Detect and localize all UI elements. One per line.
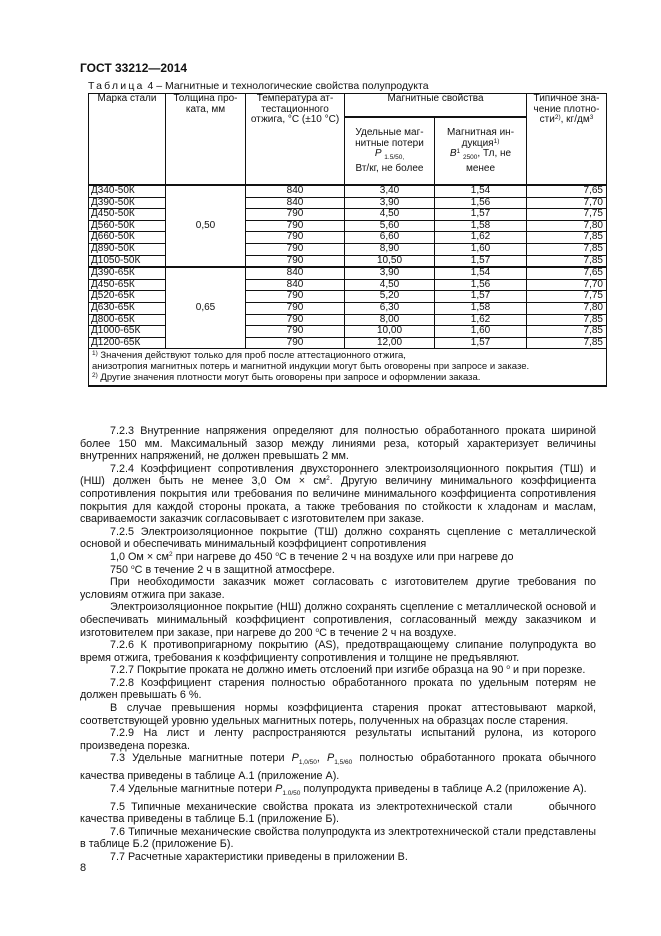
header-specific-losses: Удельные маг-нитные потери P $_{1.5/50,}$ Вт/кг, не более <box>345 117 435 185</box>
header-density: Типичное зна-чение плотно-сти$^{2)}$, $кг/дм^3$ <box>527 94 607 186</box>
table-row: Д390-50К 840 3,90 1,56 7,70 <box>89 197 607 209</box>
table-row: Д1000-65К 790 10,00 1,60 7,85 <box>89 326 607 338</box>
thickness-cell: 0,50 <box>166 185 246 267</box>
table-caption-label: Таблица <box>88 80 145 92</box>
page-number: 8 <box>80 862 87 874</box>
paragraph-aging: В случае превышения нормы коэффициента старения прокат аттестовывают маркой, соответствующей уровню удельных магнитных потерь, полученных на образцах после старения. <box>80 702 596 727</box>
thickness-cell: 0,65 <box>166 267 246 349</box>
header-thickness: Толщина про-ката, мм <box>166 94 246 186</box>
table-row: Д800-65К 790 8,00 1,62 7,85 <box>89 314 607 326</box>
table-notes-row <box>89 349 607 387</box>
paragraph-7-2-5-line1: 1,0 Ом × $см^2$ при нагреве до 450 $^о$С в течение 2 ч на воздухе или при нагреве до <box>110 550 514 563</box>
paragraph-7-6: 7.6 Типичные механические свойства полупродукта из электротехнической стали представлены в таблице Б.2 (приложение Б). <box>80 825 596 851</box>
body-text <box>80 425 599 864</box>
paragraph-7-2-5: 7.2.5 Электроизоляционное покрытие (ТШ) должно сохранять сцепление с металлической основой и обеспечивать минимальный коэффициент сопротивления <box>80 525 596 551</box>
table-row: Д560-50К 790 5,60 1,58 7,80 <box>89 220 607 232</box>
paragraph-necessity: При необходимости заказчик может согласовать с изготовителем другие требования по условиям отжига при заказе. <box>80 576 596 601</box>
paragraph-7-2-4: 7.2.4 Коэффициент сопротивления двухстороннего электроизоляционного покрытия (ТШ) и (НШ) должен быть не менее 3,0 Ом × $см^2$. Другую величину минимального коэффициента сопротивления покрытия или требования по величине минимального коэффициента сопротивления покрытия для каждой стороны проката, а также требования по стойкости к хладонам и маслам, свариваемости заказчик согласовывает с изготовителем при заказе. <box>80 462 596 526</box>
paragraph-7-2-3: 7.2.3 Внутренние напряжения определяют для полностью обработанного проката шириной более 150 мм. Максимальный зазор между линиями реза, который характеризует величины внутренних напряжений, не должен превышать 2 мм. <box>80 425 596 463</box>
table-row: Д520-65К 790 5,20 1,57 7,75 <box>89 291 607 303</box>
table-row: Д1200-65К 790 12,00 1,57 7,85 <box>89 337 607 349</box>
header-temperature: Температура ат-тестационного отжига, °С (±10 °С) <box>246 94 345 186</box>
table-caption-text: 4 – Магнитные и технологические свойства полупродукта <box>144 80 429 92</box>
table-row: Д390-65К 0,65 840 3,90 1,54 7,65 <box>89 267 607 279</box>
paragraph-7-2-5-line2: 750 $^о$С в течение 2 ч в защитной атмосфере. <box>110 563 335 576</box>
paragraph-7-3: 7.3 Удельные магнитные потери $P_{1,0/50}$, $P_{1,5/60}$ полностью обработанного проката обычного качества приведены в таблице А.1 (приложение А). <box>80 752 596 783</box>
paragraph-7-2-7: 7.2.7 Покрытие проката не должно иметь отслоений при изгибе образца на 90 $^о$ и при порезке. <box>110 664 586 677</box>
table-row: Д450-50К 790 4,50 1,57 7,75 <box>89 209 607 221</box>
paragraph-nsh-coating: Электроизоляционное покрытие (НШ) должно сохранять сцепление с металлической основой и обеспечивать минимальный коэффициент сопротивления, согласованный между заказчиком и изготовителем при заказе, при нагреве до 200 $^о$С в течение 2 ч на воздухе. <box>80 601 596 639</box>
table-row: Д450-65К 840 4,50 1,56 7,70 <box>89 279 607 291</box>
paragraph-7-5: 7.5 Типичные механические свойства проката из электротехнической стали обычного качества приведены в таблице Б.1 (приложение Б). <box>80 800 599 826</box>
table-row: Д1050-50К 790 10,50 1,57 7,85 <box>89 255 607 267</box>
paragraph-7-2-8: 7.2.8 Коэффициент старения полностью обработанного проката по удельным потерям не должен превышать 6 %. <box>80 676 596 702</box>
table-row: Д890-50К 790 8,90 1,60 7,85 <box>89 243 607 255</box>
header-magnetic-properties: Магнитные свойства <box>345 94 527 118</box>
header-magnetic-induction: Магнитная ин-дукция$^{1)}$ $B^1$ $_{2500}$, Тл, не менее <box>435 117 527 185</box>
table-row: Д660-50К 790 6,60 1,62 7,85 <box>89 232 607 244</box>
paragraph-7-2-6: 7.2.6 К противопригарному покрытию (AS), предотвращающему слипание полупродукта во время отжига, требования к коэффициенту сопротивления и толщине не предъявляют. <box>80 639 596 664</box>
table-caption <box>88 80 429 92</box>
paragraph-7-4: 7.4 Удельные магнитные потери $P_{1.0/50}$ полупродукта приведены в таблице А.2 (приложение А). <box>110 782 587 797</box>
table-row: Д340-50К 0,50 840 3,40 1,54 7,65 <box>89 185 607 197</box>
document-title: ГОСТ 33212—2014 <box>80 61 188 75</box>
magnetic-properties-table <box>88 93 607 387</box>
header-grade: Марка стали <box>89 94 166 186</box>
paragraph-7-2-9: 7.2.9 На лист и ленту распространяются результаты испытаний рулона, из которого произведена порезка. <box>80 727 596 752</box>
paragraph-7-7: 7.7 Расчетные характеристики приведены в приложении В. <box>110 850 408 863</box>
table-row: Д630-65К 790 6,30 1,58 7,80 <box>89 302 607 314</box>
table-notes: $^{1)}$ Значения действуют только для проб после аттестационного отжига, анизотропия магнитных потерь и магнитной индукции могут быть оговорены при запросе и заказе. $^{2)}$ Другие значения плотности могут быть оговорены при запросе и оформлении заказа. <box>89 349 607 387</box>
